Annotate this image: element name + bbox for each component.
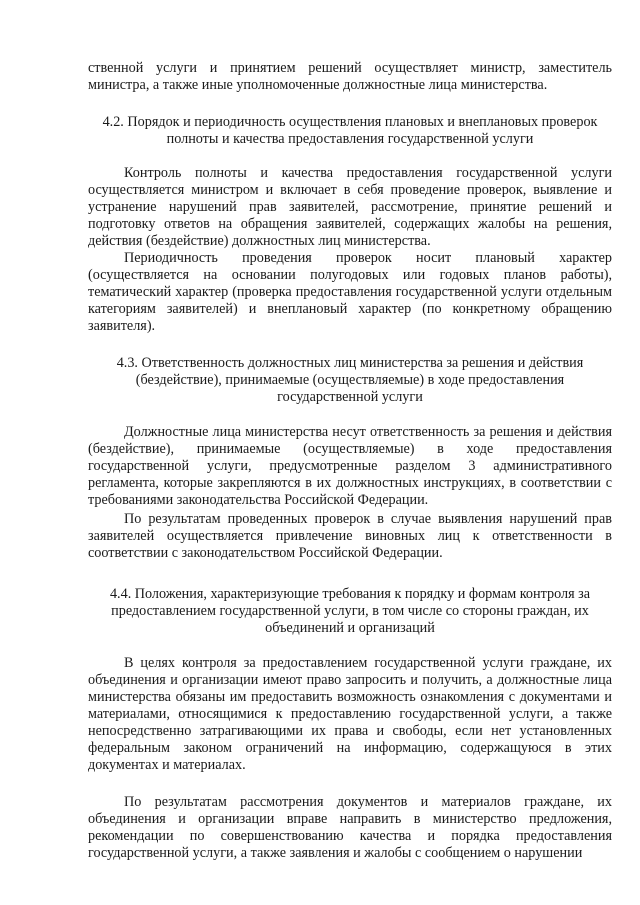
section-4-3-paragraph-1: Должностные лица министерства несут ответственность за решения и действия (бездействие), принимаемые (осуществляемые) в ходе предоставления государственной услуги, предусмотренные разделом 3 административного регламента, которые закрепляются в их должностных инструкциях, в соответствии с требованиями законодательства Российской Федерации.	[88, 424, 612, 508]
section-4-3-heading: 4.3. Ответственность должностных лиц министерства за решения и действия (бездействие), принимаемые (осуществляемые) в ходе предоставления государственной услуги	[116, 355, 584, 405]
section-4-2-paragraph-1: Контроль полноты и качества предоставления государственной услуги осуществляется министром и включает в себя проведение проверок, выявление и устранение нарушений прав заявителей, рассмотрение, принятие решений и подготовку ответов на обращения заявителей, содержащих жалобы на решения, действия (бездействие) должностных лиц министерства.	[88, 165, 612, 249]
section-4-4-paragraph-2: По результатам рассмотрения документов и материалов граждане, их объединения и организации вправе направить в министерство предложения, рекомендации по совершенствованию качества и порядка предоставления государственной услуги, а также заявления и жалобы с сообщением о нарушении	[88, 794, 612, 861]
intro-paragraph: ственной услуги и принятием решений осуществляет министр, заместитель министра, а также иные уполномоченные должностные лица министерства.	[88, 60, 612, 93]
section-4-2-heading: 4.2. Порядок и периодичность осуществления плановых и внеплановых проверок полноты и качества предоставления государственной услуги	[102, 114, 598, 147]
section-4-4-heading: 4.4. Положения, характеризующие требования к порядку и формам контроля за предоставлением государственной услуги, в том числе со стороны граждан, их объединений и организаций	[109, 586, 591, 636]
section-4-4-paragraph-1: В целях контроля за предоставлением государственной услуги граждане, их объединения и организации имеют право запросить и получить, а должностные лица министерства обязаны им предоставить возможность ознакомления с документами и материалами, относящимися к предоставлению государственной услуги, а также непосредственно затрагивающими их права и свободы, если нет установленных федеральным законом ограничений на информацию, содержащуюся в этих документах и материалах.	[88, 655, 612, 773]
section-4-2-paragraph-2: Периодичность проведения проверок носит плановый характер (осуществляется на основании полугодовых или годовых планов работы), тематический характер (проверка предоставления государственной услуги отдельным категориям заявителей) и внеплановый характер (по конкретному обращению заявителя).	[88, 250, 612, 334]
section-4-3-paragraph-2: По результатам проведенных проверок в случае выявления нарушений прав заявителей осуществляется привлечение виновных лиц к ответственности в соответствии с законодательством Российской Федерации.	[88, 511, 612, 561]
